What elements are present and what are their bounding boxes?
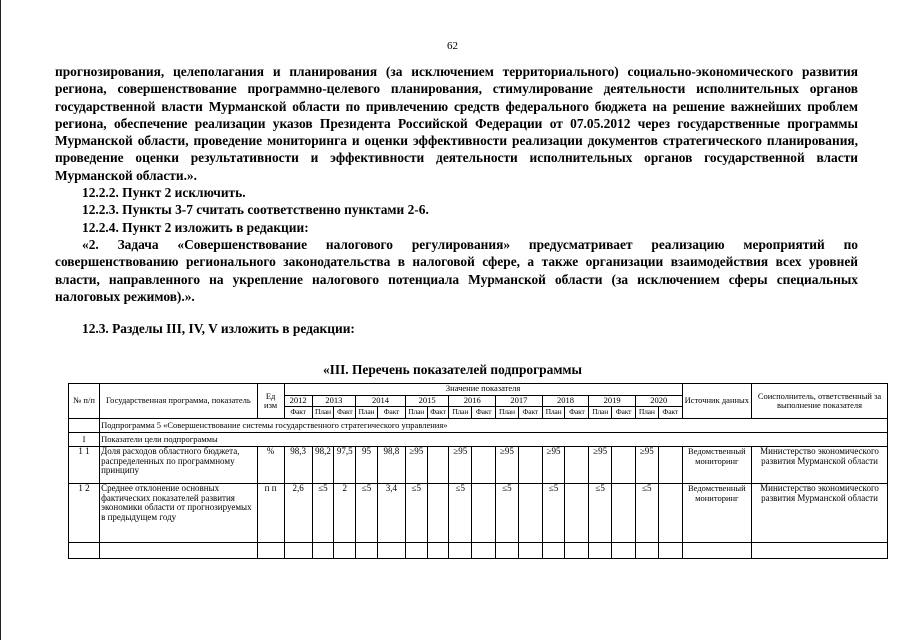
row-source: Ведомственный мониторинг <box>682 484 751 543</box>
row-value: 2 <box>334 484 356 543</box>
year-header: 2020 <box>635 396 682 407</box>
row-indicator-name: Среднее отклонение основных фактических показателей развития экономики области от прогнозируемых в предыдущем году <box>100 484 258 543</box>
table-row-empty <box>69 543 888 559</box>
year-header: 2018 <box>542 396 589 407</box>
table-title: «III. Перечень показателей подпрограммы <box>322 362 583 377</box>
row-value: ≥95 <box>635 447 658 484</box>
paragraph-continuation: прогнозирования, целеполагания и планирования (за исключением территориального) социально-экономического развития региона, совершенствование программно-целевого планирования, стимулирование деятельности исполнительных органов государственной власти Мурманской области по привлечению средств федерального бюджета на решение важнейших проблем региона, обеспечение реализации указов Президента Российской Федерации от 07.05.2012 через государственные программы Мурманской области, проведение мониторинга и оценки эффективности реализации документов стратегического планирования, проведение оценки результативности и эффективности деятельности исполнительных органов государственной власти Мурманской области.». <box>55 64 858 183</box>
row-num: 1 2 <box>69 484 100 543</box>
subheader-plan: План <box>356 407 378 419</box>
year-header: 2016 <box>449 396 496 407</box>
subheader-plan: План <box>449 407 472 419</box>
paragraph-task-2: «2. Задача «Совершенствование налогового регулирования» предусматривает реализацию мероприятий по совершенствованию регионального законодательства в налоговой сфере, а также организации взаимодействия всех уровней власти, направленного на укрепление налогового потенциала Мурманской области (за исключением сферы специальных налоговых режимов).». <box>55 236 858 304</box>
row-value <box>565 484 589 543</box>
header-executor: Соисполнитель, ответственный за выполнение показателя <box>752 384 888 419</box>
document-body <box>55 63 858 337</box>
table-row <box>69 484 888 543</box>
year-header: 2014 <box>356 396 406 407</box>
row-value: ≥95 <box>542 447 565 484</box>
year-header: 2013 <box>312 396 356 407</box>
subheader-plan: План <box>496 407 519 419</box>
row-value <box>427 484 449 543</box>
row-value: ≤5 <box>405 484 427 543</box>
indicators-table <box>68 383 888 559</box>
row-value: 98,8 <box>377 447 405 484</box>
row-value: ≤5 <box>496 484 519 543</box>
row-value <box>427 447 449 484</box>
year-header: 2012 <box>284 396 312 407</box>
row-value: ≥95 <box>449 447 472 484</box>
row-value <box>658 447 682 484</box>
row-value: ≤5 <box>542 484 565 543</box>
header-unit: Ед изм <box>257 384 284 419</box>
page-number: 62 <box>447 40 458 52</box>
row-value: ≤5 <box>635 484 658 543</box>
subheader-fact: Факт <box>377 407 405 419</box>
row-indicator-name: Доля расходов областного бюджета, распределенных по программному принципу <box>100 447 258 484</box>
row-unit: % <box>257 447 284 484</box>
subheader-fact: Факт <box>612 407 636 419</box>
row-source: Ведомственный мониторинг <box>682 447 751 484</box>
table-row <box>69 447 888 484</box>
paragraph-12-2-2: 12.2.2. Пункт 2 исключить. <box>82 185 246 201</box>
row-value <box>472 484 496 543</box>
row-executor: Министерство экономического развития Мурманской области <box>752 447 888 484</box>
row-value <box>518 447 542 484</box>
row-value: ≥95 <box>496 447 519 484</box>
row-value: ≥95 <box>405 447 427 484</box>
subheader-plan: План <box>635 407 658 419</box>
header-program: Государственная программа, показатель <box>100 384 258 419</box>
row-value <box>612 447 636 484</box>
year-header: 2017 <box>496 396 543 407</box>
row-value: 2,6 <box>284 484 312 543</box>
row-value <box>658 484 682 543</box>
header-source: Источник данных <box>682 384 751 419</box>
year-header: 2019 <box>589 396 636 407</box>
subheader-fact: Факт <box>518 407 542 419</box>
subheader-fact: Факт <box>565 407 589 419</box>
row-value: ≥95 <box>589 447 612 484</box>
subheader-fact: Факт <box>284 407 312 419</box>
subheader-fact: Факт <box>658 407 682 419</box>
subprogram-row: Подпрограмма 5 «Совершенствование системы государственного стратегического управления» <box>100 419 888 433</box>
row-value <box>565 447 589 484</box>
paragraph-12-2-4: 12.2.4. Пункт 2 изложить в редакции: <box>82 219 309 235</box>
row-value <box>518 484 542 543</box>
row-value: 98,2 <box>312 447 334 484</box>
subprogram-num-cell <box>69 419 100 433</box>
subheader-fact: Факт <box>472 407 496 419</box>
row-value: 98,3 <box>284 447 312 484</box>
subheader-plan: План <box>542 407 565 419</box>
row-value: 97,5 <box>334 447 356 484</box>
year-header: 2015 <box>405 396 449 407</box>
row-value: ≤5 <box>589 484 612 543</box>
header-value: Значение показателя <box>284 384 682 396</box>
subheader-fact: Факт <box>427 407 449 419</box>
header-num: № п/п <box>69 384 100 419</box>
goal-row: Показатели цели подпрограммы <box>100 433 888 447</box>
subheader-plan: План <box>589 407 612 419</box>
row-value <box>472 447 496 484</box>
row-num: 1 1 <box>69 447 100 484</box>
row-executor: Министерство экономического развития Мурманской области <box>752 484 888 543</box>
row-value: ≤5 <box>356 484 378 543</box>
subheader-plan: План <box>312 407 334 419</box>
row-value <box>612 484 636 543</box>
paragraph-12-2-3: 12.2.3. Пункты 3-7 считать соответственно пунктами 2-6. <box>82 202 429 218</box>
row-value: 95 <box>356 447 378 484</box>
row-value: ≤5 <box>312 484 334 543</box>
subheader-plan: План <box>405 407 427 419</box>
subheader-fact: Факт <box>334 407 356 419</box>
row-value: 3,4 <box>377 484 405 543</box>
row-unit: п п <box>257 484 284 543</box>
page-edge-line <box>0 0 1 640</box>
row-value: ≤5 <box>449 484 472 543</box>
paragraph-12-3: 12.3. Разделы III, IV, V изложить в редакции: <box>82 321 355 337</box>
goal-num: I <box>69 433 100 447</box>
